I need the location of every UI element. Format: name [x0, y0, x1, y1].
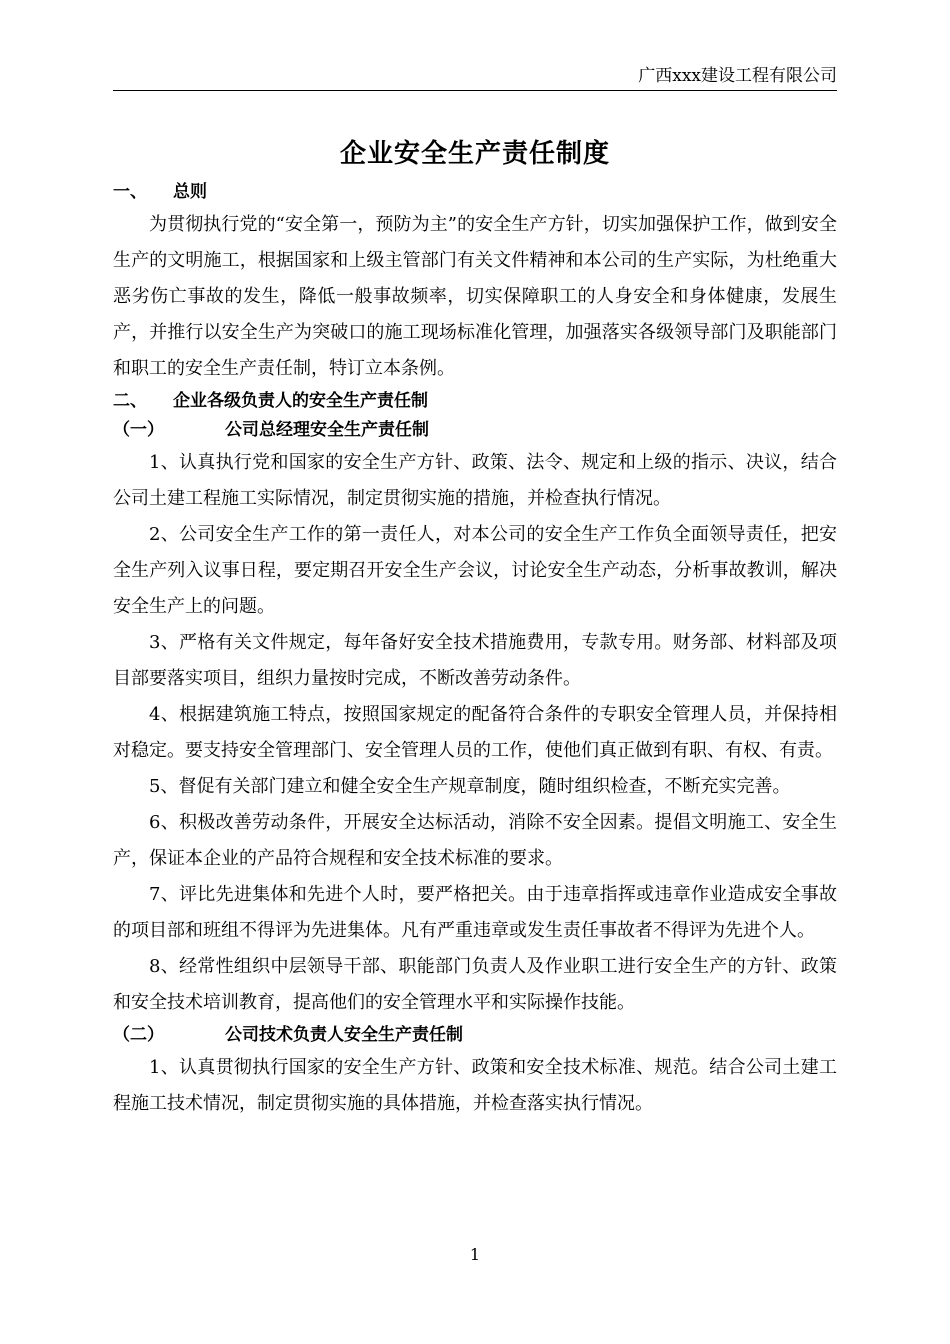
list-item: 8、经常性组织中层领导干部、职能部门负责人及作业职工进行安全生产的方针、政策和安全技术培训教育，提高他们的安全管理水平和实际操作技能。: [113, 956, 837, 1013]
section-1-heading: [113, 178, 837, 207]
list-item: 1、认真执行党和国家的安全生产方针、政策、法令、规定和上级的指示、决议，结合公司土建工程施工实际情况，制定贯彻实施的措施，并检查执行情况。: [113, 452, 837, 509]
list-item: 7、评比先进集体和先进个人时，要严格把关。由于违章指挥或违章作业造成安全事故的项目部和班组不得评为先进集体。凡有严重违章或发生责任事故者不得评为先进个人。: [113, 884, 837, 941]
subsection-2-heading: [113, 1021, 837, 1050]
document-title: 企业安全生产责任制度: [339, 139, 610, 169]
page-header: [113, 62, 837, 91]
subsection-2-title: 公司技术负责人安全生产责任制: [225, 1025, 463, 1045]
section-1-number: 一、: [113, 182, 147, 202]
list-item: 4、根据建筑施工特点，按照国家规定的配备符合条件的专职安全管理人员，并保持相对稳定。要支持安全管理部门、安全管理人员的工作，使他们真正做到有职、有权、有责。: [113, 704, 837, 761]
section-2-title: 企业各级负责人的安全生产责任制: [173, 391, 428, 411]
section-2-heading: [113, 387, 837, 416]
section-2-number: 二、: [113, 391, 147, 411]
page-number: 1: [469, 1245, 481, 1264]
page-footer: [113, 1245, 837, 1264]
subsection-1-heading: [113, 416, 837, 445]
section-1-title: 总则: [173, 182, 207, 202]
list-item: 3、严格有关文件规定，每年备好安全技术措施费用，专款专用。财务部、材料部及项目部要落实项目，组织力量按时完成，不断改善劳动条件。: [113, 632, 837, 689]
list-item: 1、认真贯彻执行国家的安全生产方针、政策和安全技术标准、规范。结合公司土建工程施工技术情况，制定贯彻实施的具体措施，并检查落实执行情况。: [113, 1057, 837, 1114]
list-item: 5、督促有关部门建立和健全安全生产规章制度，随时组织检查，不断充实完善。: [149, 776, 791, 797]
document-body: [113, 178, 837, 1122]
subsection-1-number: （一）: [113, 420, 164, 440]
list-item: 6、积极改善劳动条件，开展安全达标活动，消除不安全因素。提倡文明施工、安全生产，保证本企业的产品符合规程和安全技术标准的要求。: [113, 812, 837, 869]
subsection-1-title: 公司总经理安全生产责任制: [225, 420, 429, 440]
section-1-paragraph: 为贯彻执行党的“安全第一，预防为主”的安全生产方针，切实加强保护工作，做到安全生产的文明施工，根据国家和上级主管部门有关文件精神和本公司的生产实际，为杜绝重大恶劣伤亡事故的发生，降低一般事故频率，切实保障职工的人身安全和身体健康，发展生产，并推行以安全生产为突破口的施工现场标准化管理，加强落实各级领导部门及职能部门和职工的安全生产责任制，特订立本条例。: [113, 214, 837, 379]
header-company-name: 广西xxx建设工程有限公司: [638, 66, 837, 86]
list-item: 2、公司安全生产工作的第一责任人，对本公司的安全生产工作负全面领导责任，把安全生产列入议事日程，要定期召开安全生产会议，讨论安全生产动态，分析事故教训，解决安全生产上的问题。: [113, 524, 837, 617]
subsection-2-number: （二）: [113, 1025, 164, 1045]
